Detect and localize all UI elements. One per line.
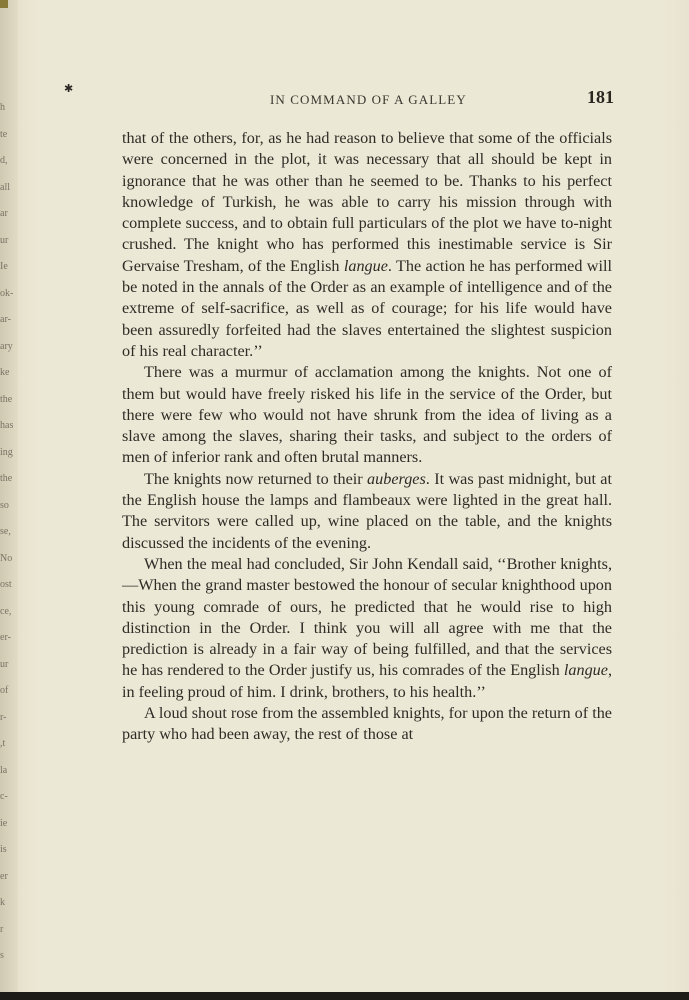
ornament-mark: ✱ <box>64 83 74 95</box>
gutter-mark: ar <box>0 208 8 219</box>
gutter-mark: ur <box>0 658 9 670</box>
paragraph-text: When the meal had concluded, Sir John Kendall said, ‘‘Brother knights,—When the grand master bestowed the honour of secular knighthood upon this young comrade of ours, he predicted that he would rise to high distinction in the Order. I think you will all agree with me that the prediction is already in a fair way of being fulfilled, and that the services he has rendered to the Order justify us, his comrades of the English <box>122 554 612 680</box>
gutter-mark: so <box>0 499 9 511</box>
paragraph-text: . The action he has performed will be noted in the annals of the Order as an example of intelligence and of the extreme of self-sacrifice, as well as of courage; for his life would have been assuredly forfeited had the slaves entertained the slightest suspicion of his real character.’’ <box>122 256 612 360</box>
gutter-mark: se, <box>0 526 11 537</box>
gutter-mark: ar- <box>0 314 11 325</box>
gutter-mark: ce, <box>0 605 12 617</box>
corner-mark <box>0 0 8 8</box>
gutter-mark: ,t <box>0 738 6 749</box>
scan-bottom-edge <box>0 992 689 1000</box>
page-header <box>120 87 614 112</box>
gutter-mark: Ie <box>0 261 8 272</box>
paragraph-text: that of the others, for, as he had reason to believe that some of the officials were concerned in the plot, it was necessary that all should be kept in ignorance that he was other than he seemed to be. Thanks to his perfect knowledge of Turkish, he was able to carry his mission through with complete success, and to obtain full particulars of the plot we have to-night crushed. The knight who has performed this inestimable service is Sir Gervaise Tresham, of the English <box>122 129 612 275</box>
page-number: 181 <box>587 87 614 107</box>
gutter-mark: r- <box>0 711 7 723</box>
gutter-mark: all <box>0 181 10 193</box>
gutter-mark: ing <box>0 446 13 458</box>
gutter-mark: k <box>0 897 5 908</box>
gutter-mark: ary <box>0 340 13 352</box>
paragraph <box>122 128 612 362</box>
gutter-mark: of <box>0 685 9 696</box>
gutter-mark: ok- <box>0 287 14 299</box>
paragraph-text: . It was past midnight, but at the English house the lamps and flambeaux were lighted in the great hall. The servitors were called up, wine placed on the table, and the knights discussed the incidents of the evening. <box>122 469 612 552</box>
gutter-mark: r <box>0 923 4 935</box>
italic-term: langue <box>563 661 608 680</box>
gutter-mark: c- <box>0 791 8 802</box>
gutter-mark: has <box>0 420 14 431</box>
paragraph <box>122 362 612 468</box>
body-text <box>122 128 612 746</box>
gutter-mark: No <box>0 552 13 564</box>
paragraph <box>122 469 612 554</box>
paragraph <box>122 554 612 703</box>
binding-gutter <box>0 0 18 1000</box>
paragraph-text: A loud shout rose from the assembled knights, for upon the return of the party who had been away, the rest of those at <box>122 704 612 744</box>
running-title: IN COMMAND OF A GALLEY <box>270 92 467 107</box>
gutter-mark: er <box>0 870 8 882</box>
italic-term: langue <box>343 256 388 275</box>
facing-page-bleed-text <box>0 95 16 970</box>
gutter-mark: ie <box>0 817 8 829</box>
gutter-mark: ke <box>0 367 10 378</box>
italic-term: auberges <box>367 469 426 488</box>
paragraph-text: There was a murmur of acclamation among the knights. Not one of them but would have freely risked his life in the service of the Order, but there were few who would not have shrunk from the idea of living as a slave among the slaves, sharing their tasks, and subject to the orders of men of inferior rank and often brutal manners. <box>122 363 612 467</box>
gutter-mark: the <box>0 393 13 405</box>
gutter-mark: er- <box>0 632 11 643</box>
paragraph <box>122 703 612 746</box>
gutter-mark: is <box>0 844 7 855</box>
gutter-mark: ur <box>0 234 9 246</box>
gutter-mark: s <box>0 950 4 961</box>
gutter-mark: te <box>0 128 8 140</box>
gutter-mark: ost <box>0 579 12 590</box>
paragraph-text: , in feeling proud of him. I drink, brothers, to his health.’’ <box>122 661 612 701</box>
gutter-mark: la <box>0 764 8 776</box>
gutter-mark: d, <box>0 155 8 166</box>
gutter-mark: h <box>0 102 5 113</box>
paragraph-text: The knights now returned to their <box>144 469 368 488</box>
gutter-mark: the <box>0 473 13 484</box>
